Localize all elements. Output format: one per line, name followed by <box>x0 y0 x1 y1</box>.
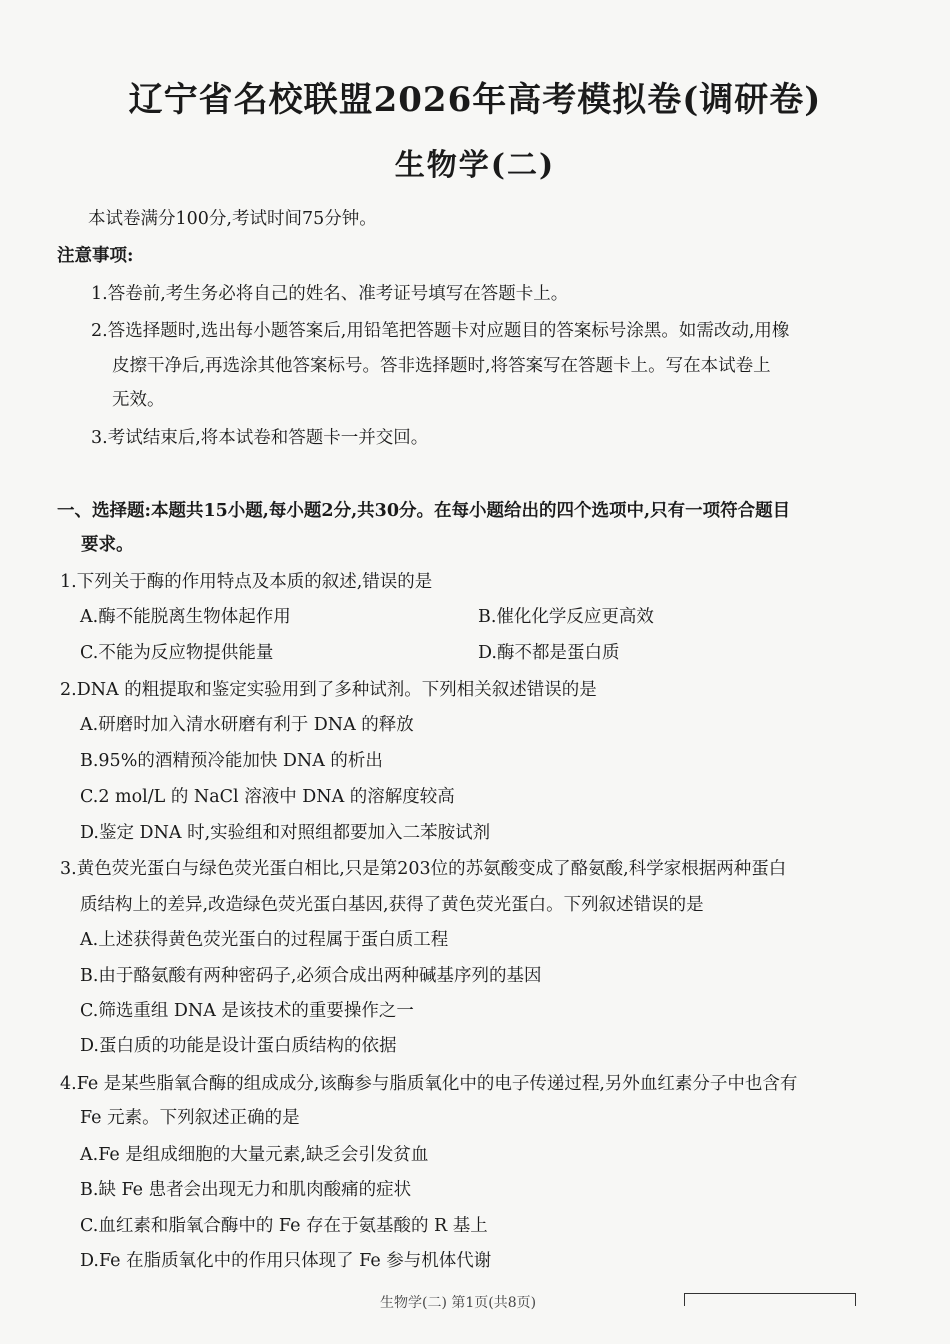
notice-item: 1.答卷前,考生务必将自己的姓名、准考证号填写在答题卡上。 <box>91 284 569 304</box>
page-footer: 生物学(二) 第1页(共8页) <box>380 1295 537 1311</box>
question-3-option-d: D.蛋白质的功能是设计蛋白质结构的依据 <box>80 1036 397 1056</box>
question-2-option-d: D.鉴定 DNA 时,实验组和对照组都要加入二苯胺试剂 <box>80 823 491 843</box>
question-1-option-c: C.不能为反应物提供能量 <box>80 643 274 663</box>
exam-subtitle: 生物学(二) <box>394 148 556 183</box>
question-2-option-b: B.95%的酒精预冷能加快 DNA 的析出 <box>80 751 383 771</box>
question-3-option-b: B.由于酪氨酸有两种密码子,必须合成出两种碱基序列的基因 <box>80 966 542 986</box>
question-2-option-a: A.研磨时加入清水研磨有利于 DNA 的释放 <box>80 715 414 735</box>
exam-intro: 本试卷满分100分,考试时间75分钟。 <box>88 209 377 229</box>
question-1-stem: 1.下列关于酶的作用特点及本质的叙述,错误的是 <box>60 572 433 592</box>
footer-box <box>684 1293 856 1306</box>
notice-heading: 注意事项: <box>57 246 134 266</box>
notice-item: 皮擦干净后,再选涂其他答案标号。答非选择题时,将答案写在答题卡上。写在本试卷上 <box>112 356 771 376</box>
question-4-option-c: C.血红素和脂氧合酶中的 Fe 存在于氨基酸的 R 基上 <box>80 1216 488 1236</box>
question-1-option-a: A.酶不能脱离生物体起作用 <box>80 607 291 627</box>
question-2-option-c: C.2 mol/L 的 NaCl 溶液中 DNA 的溶解度较高 <box>80 787 455 807</box>
section-heading: 一、选择题:本题共15小题,每小题2分,共30分。在每小题给出的四个选项中,只有一项符合题目 <box>57 501 791 521</box>
exam-title: 辽宁省名校联盟2026年高考模拟卷(调研卷) <box>128 80 822 120</box>
question-3-stem: 3.黄色荧光蛋白与绿色荧光蛋白相比,只是第203位的苏氨酸变成了酪氨酸,科学家根据两种蛋白 <box>60 859 787 879</box>
notice-item: 2.答选择题时,选出每小题答案后,用铅笔把答题卡对应题目的答案标号涂黑。如需改动,用橡 <box>91 321 790 341</box>
question-4-option-b: B.缺 Fe 患者会出现无力和肌肉酸痛的症状 <box>80 1180 412 1200</box>
question-1-option-d: D.酶不都是蛋白质 <box>478 643 620 663</box>
notice-item: 3.考试结束后,将本试卷和答题卡一并交回。 <box>91 428 429 448</box>
question-4-stem: 4.Fe 是某些脂氧合酶的组成成分,该酶参与脂质氧化中的电子传递过程,另外血红素分子中也含有 <box>60 1074 798 1094</box>
question-4-option-d: D.Fe 在脂质氧化中的作用只体现了 Fe 参与机体代谢 <box>80 1251 492 1271</box>
question-2-stem: 2.DNA 的粗提取和鉴定实验用到了多种试剂。下列相关叙述错误的是 <box>60 680 597 700</box>
question-1-option-b: B.催化化学反应更高效 <box>478 607 654 627</box>
question-3-stem-cont: 质结构上的差异,改造绿色荧光蛋白基因,获得了黄色荧光蛋白。下列叙述错误的是 <box>80 895 704 915</box>
question-3-option-a: A.上述获得黄色荧光蛋白的过程属于蛋白质工程 <box>80 930 449 950</box>
notice-item: 无效。 <box>112 390 165 410</box>
question-3-option-c: C.筛选重组 DNA 是该技术的重要操作之一 <box>80 1001 414 1021</box>
question-4-stem-cont: Fe 元素。下列叙述正确的是 <box>80 1108 300 1128</box>
section-heading-cont: 要求。 <box>81 535 134 555</box>
question-4-option-a: A.Fe 是组成细胞的大量元素,缺乏会引发贫血 <box>80 1145 429 1165</box>
